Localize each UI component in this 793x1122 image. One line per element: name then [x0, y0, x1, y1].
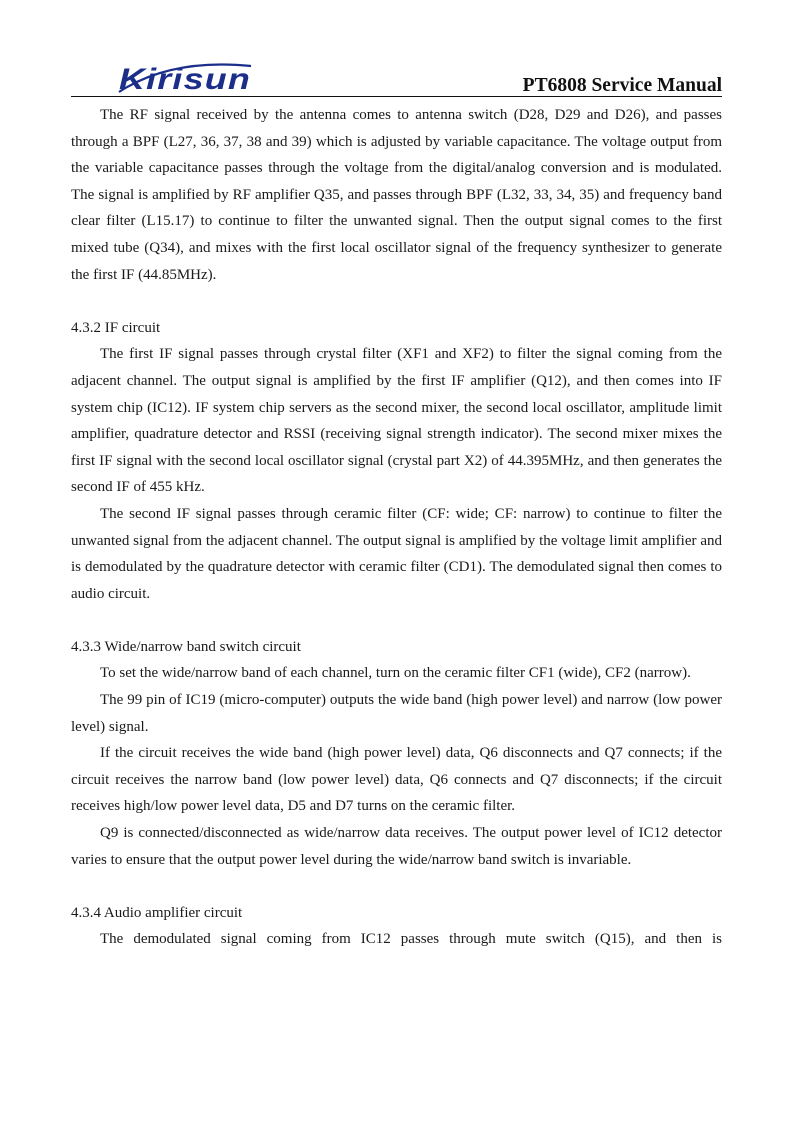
page-header [71, 52, 722, 97]
audio-paragraph-1: The demodulated signal coming from IC12 passes through mute switch (Q15), and then is [100, 931, 722, 948]
section-gap [71, 288, 722, 315]
document-title: PT6808 Service Manual [522, 75, 722, 96]
band-switch-heading: 4.3.3 Wide/narrow band switch circuit [71, 638, 301, 655]
kirisun-logo [111, 56, 261, 96]
if-circuit-heading: 4.3.2 IF circuit [71, 319, 161, 336]
audio-heading: 4.3.4 Audio amplifier circuit [71, 904, 243, 921]
page-body [71, 102, 722, 953]
if-circuit-paragraph-2: The second IF signal passes through ceramic filter (CF: wide; CF: narrow) to continue to filter the unwanted signal from the adjacent channel. The output signal is amplified by the voltage limit amplifier and is demodulated by the quadrature detector with ceramic filter (CD1). The demodulated signal then comes to audio circuit. [71, 505, 722, 602]
band-switch-paragraph-2: The 99 pin of IC19 (micro-computer) outputs the wide band (high power level) and narrow (low power level) signal. [71, 692, 722, 735]
if-circuit-paragraph-1: The first IF signal passes through crystal filter (XF1 and XF2) to filter the signal coming from the adjacent channel. The output signal is amplified by the first IF amplifier (Q12), and then comes into IF system chip (IC12). IF system chip servers as the second mixer, the second local oscillator, amplitude limit amplifier, quadrature detector and RSSI (receiving signal strength indicator). The second mixer mixes the first IF signal with the second local oscillator signal (crystal part X2) of 44.395MHz, and then generates the second IF of 455 kHz. [71, 346, 722, 496]
svg-text:Kirisun: Kirisun [119, 63, 251, 96]
band-switch-paragraph-4: Q9 is connected/disconnected as wide/narrow data receives. The output power level of IC12 detector varies to ensure that the output power level during the wide/narrow band switch is invariable. [71, 825, 722, 868]
band-switch-paragraph-1: To set the wide/narrow band of each channel, turn on the ceramic filter CF1 (wide), CF2 (narrow). [100, 665, 691, 682]
intro-paragraph: The RF signal received by the antenna comes to antenna switch (D28, D29 and D26), and passes through a BPF (L27, 36, 37, 38 and 39) which is adjusted by variable capacitance. The voltage output from the variable capacitance passes through the voltage from the digital/analog conversion and is modulated. The signal is amplified by RF amplifier Q35, and passes through BPF (L32, 33, 34, 35) and frequency band clear filter (L15.17) to continue to filter the unwanted signal. Then the output signal comes to the first mixed tube (Q34), and mixes with the first local oscillator signal of the frequency synthesizer to generate the first IF (44.85MHz). [71, 107, 722, 283]
band-switch-paragraph-3: If the circuit receives the wide band (high power level) data, Q6 disconnects and Q7 connects; if the circuit receives the narrow band (low power level) data, Q6 connects and Q7 disconnects; if the circuit receives high/low power level data, D5 and D7 turns on the ceramic filter. [71, 745, 722, 815]
section-gap [71, 873, 722, 900]
section-gap [71, 607, 722, 634]
